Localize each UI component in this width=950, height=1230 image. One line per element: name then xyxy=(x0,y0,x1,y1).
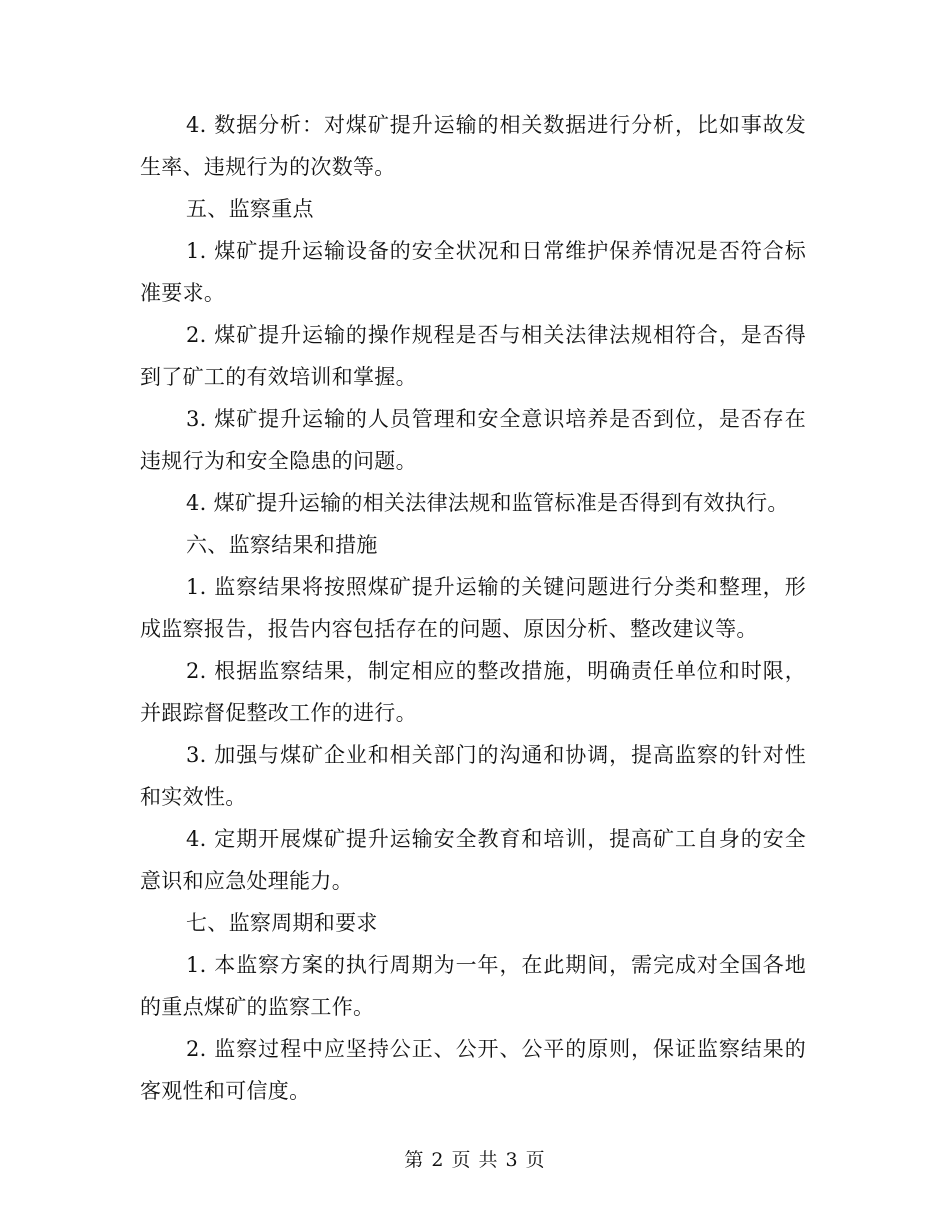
paragraph-focus-4: 4. 煤矿提升运输的相关法律法规和监管标准是否得到有效执行。 xyxy=(186,491,789,515)
section-heading-cycle: 七、监察周期和要求 xyxy=(186,911,378,935)
paragraph-focus-3: 3. 煤矿提升运输的人员管理和安全意识培养是否到位，是否存在违规行为和安全隐患的问题。 xyxy=(140,407,806,473)
paragraph-results-2: 2. 根据监察结果，制定相应的整改措施，明确责任单位和时限，并跟踪督促整改工作的进行。 xyxy=(140,659,806,725)
paragraph-results-3: 3. 加强与煤矿企业和相关部门的沟通和协调，提高监察的针对性和实效性。 xyxy=(140,743,806,809)
section-heading-focus: 五、监察重点 xyxy=(186,197,314,221)
paragraph-results-1: 1. 监察结果将按照煤矿提升运输的关键问题进行分类和整理，形成监察报告，报告内容包括存在的问题、原因分析、整改建议等。 xyxy=(140,575,806,641)
paragraph-focus-2: 2. 煤矿提升运输的操作规程是否与相关法律法规相符合，是否得到了矿工的有效培训和掌握。 xyxy=(140,323,806,389)
paragraph-cycle-2: 2. 监察过程中应坚持公正、公开、公平的原则，保证监察结果的客观性和可信度。 xyxy=(140,1037,806,1103)
page-number-footer: 第 2 页 共 3 页 xyxy=(404,1149,546,1171)
document-body xyxy=(140,104,806,1112)
paragraph-focus-1: 1. 煤矿提升运输设备的安全状况和日常维护保养情况是否符合标准要求。 xyxy=(140,239,806,305)
paragraph-data-analysis: 4. 数据分析：对煤矿提升运输的相关数据进行分析，比如事故发生率、违规行为的次数等。 xyxy=(140,113,806,179)
paragraph-results-4: 4. 定期开展煤矿提升运输安全教育和培训，提高矿工自身的安全意识和应急处理能力。 xyxy=(140,827,806,893)
paragraph-cycle-1: 1. 本监察方案的执行周期为一年，在此期间，需完成对全国各地的重点煤矿的监察工作。 xyxy=(140,953,806,1019)
section-heading-results: 六、监察结果和措施 xyxy=(186,533,378,557)
